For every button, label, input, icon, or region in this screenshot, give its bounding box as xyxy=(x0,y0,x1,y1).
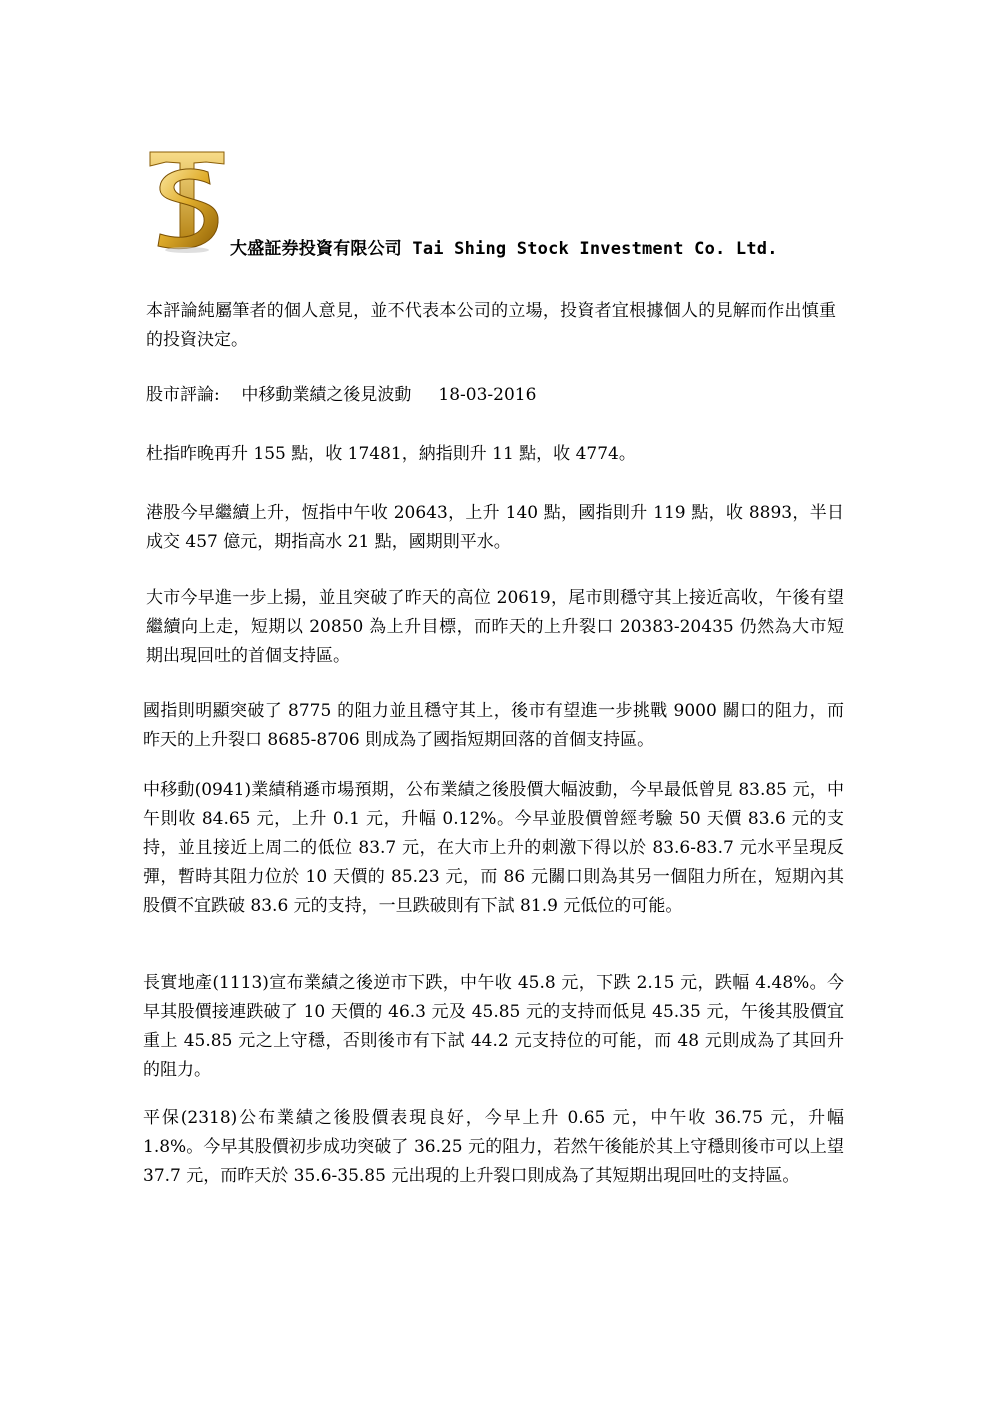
paragraph-ping-an: 平保(2318)公布業績之後股價表現良好，今早上升 0.65 元，中午收 36.75 元，升幅 1.8%。今早其股價初步成功突破了 36.25 元的阻力，若然午後能於其上守穩則後市可以上望 37.7 元，而昨天於 35.6-35.85 元出現的上升裂口則成為了其短期出現回吐的支持區。 xyxy=(143,1108,844,1186)
paragraph-dow: 杜指昨晚再升 155 點，收 17481，納指則升 11 點，收 4774。 xyxy=(146,444,636,464)
title-label: 股市評論: xyxy=(146,385,220,405)
title-date: 18-03-2016 xyxy=(438,385,537,405)
disclaimer-text: 本評論純屬筆者的個人意見，並不代表本公司的立場，投資者宜根據個人的見解而作出慎重的投資決定。 xyxy=(146,301,836,350)
title-headline: 中移動業績之後見波動 xyxy=(241,385,412,405)
paragraph-hk-market: 港股今早繼續上升，恆指中午收 20643，上升 140 點，國指則升 119 點，收 8893，半日成交 457 億元，期指高水 21 點，國期則平水。 xyxy=(146,503,844,552)
paragraph-ck-property: 長實地產(1113)宣布業績之後逆市下跌，中午收 45.8 元，下跌 2.15 元，跌幅 4.48%。今早其股價接連跌破了 10 天價的 46.3 元及 45.85 元的支持而低見 45.35 元，午後其股價宜重上 45.85 元之上守穩，否則後市有下試 44.2 元支持位的可能，而 48 元則成為了其回升的阻力。 xyxy=(143,973,844,1080)
paragraph-market-outlook: 大市今早進一步上揚，並且突破了昨天的高位 20619，尾市則穩守其上接近高收，午後有望繼續向上走，短期以 20850 為上升目標，而昨天的上升裂口 20383-20435 仍然為大市短期出現回吐的首個支持區。 xyxy=(146,588,844,666)
paragraph-hscei: 國指則明顯突破了 8775 的阻力並且穩守其上，後市有望進一步挑戰 9000 關口的阻力，而昨天的上升裂口 8685-8706 則成為了國指短期回落的首個支持區。 xyxy=(143,701,844,750)
letterhead xyxy=(146,150,866,260)
ts-logo-icon xyxy=(146,150,228,254)
commentary-title xyxy=(146,381,846,410)
company-name: 大盛証券投資有限公司 Tai Shing Stock Investment Co. Ltd. xyxy=(230,239,778,259)
paragraph-china-mobile: 中移動(0941)業績稍遜市場預期，公布業績之後股價大幅波動，今早最低曾見 83.85 元，中午則收 84.65 元，上升 0.1 元，升幅 0.12%。今早並股價曾經考驗 50 天價 83.6 元的支持，並且接近上周二的低位 83.7 元，在大市上升的刺激下得以於 83.6-83.7 元水平呈現反彈，暫時其阻力位於 10 天價的 85.23 元，而 86 元關口則為其另一個阻力所在，短期內其股價不宜跌破 83.6 元的支持，一旦跌破則有下試 81.9 元低位的可能。 xyxy=(143,780,844,916)
